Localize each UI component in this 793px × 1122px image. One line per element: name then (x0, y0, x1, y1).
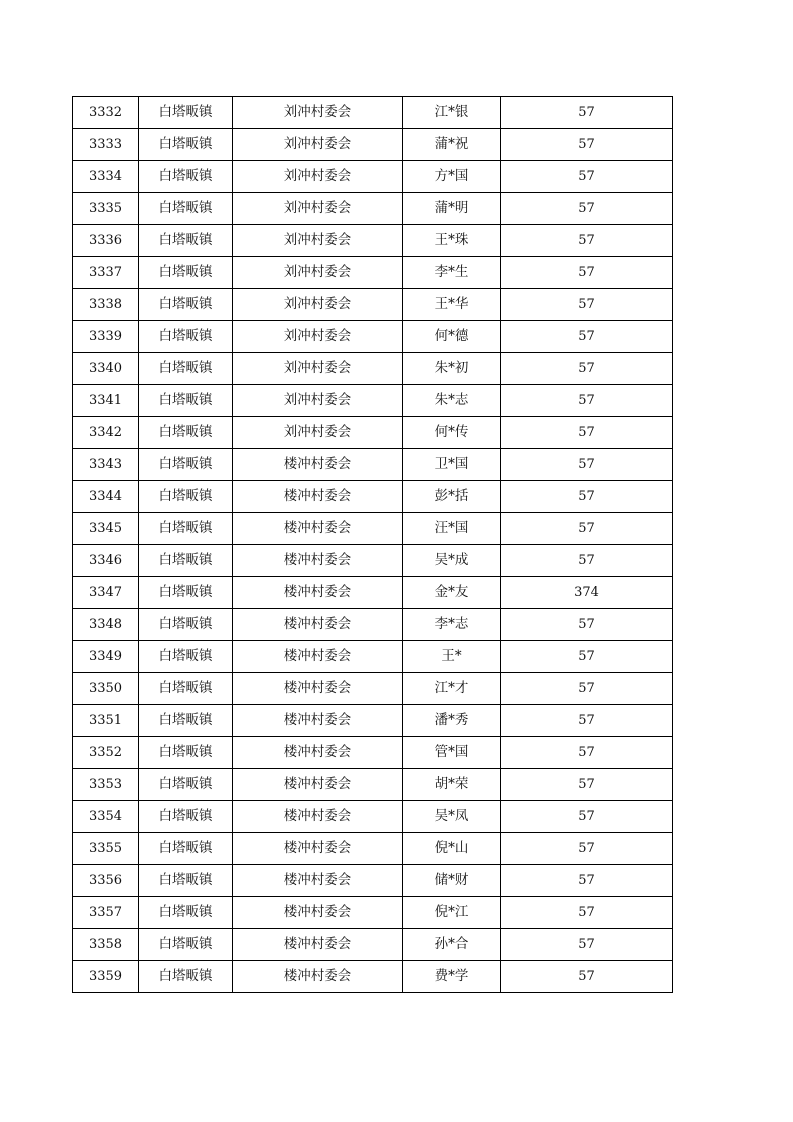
village-cell: 刘冲村委会 (233, 257, 403, 289)
table-row (73, 481, 673, 513)
person-name-cell: 金*友 (403, 577, 501, 609)
village-cell: 楼冲村委会 (233, 865, 403, 897)
village-cell: 楼冲村委会 (233, 929, 403, 961)
village-cell: 刘冲村委会 (233, 97, 403, 129)
village-cell: 楼冲村委会 (233, 769, 403, 801)
person-name-cell: 何*德 (403, 321, 501, 353)
village-cell: 刘冲村委会 (233, 321, 403, 353)
person-name-cell: 潘*秀 (403, 705, 501, 737)
person-name-cell: 李*志 (403, 609, 501, 641)
amount-cell: 57 (501, 801, 673, 833)
village-cell: 楼冲村委会 (233, 513, 403, 545)
roster-table (72, 96, 673, 993)
town-cell: 白塔畈镇 (139, 833, 233, 865)
row-number-cell: 3358 (73, 929, 139, 961)
village-cell: 楼冲村委会 (233, 961, 403, 993)
person-name-cell: 李*生 (403, 257, 501, 289)
row-number-cell: 3337 (73, 257, 139, 289)
town-cell: 白塔畈镇 (139, 481, 233, 513)
amount-cell: 57 (501, 257, 673, 289)
village-cell: 楼冲村委会 (233, 449, 403, 481)
village-cell: 刘冲村委会 (233, 289, 403, 321)
row-number-cell: 3350 (73, 673, 139, 705)
village-cell: 楼冲村委会 (233, 609, 403, 641)
table-row (73, 289, 673, 321)
town-cell: 白塔畈镇 (139, 929, 233, 961)
amount-cell: 57 (501, 225, 673, 257)
row-number-cell: 3343 (73, 449, 139, 481)
table-row (73, 97, 673, 129)
amount-cell: 57 (501, 513, 673, 545)
amount-cell: 57 (501, 641, 673, 673)
amount-cell: 57 (501, 609, 673, 641)
person-name-cell: 卫*国 (403, 449, 501, 481)
row-number-cell: 3342 (73, 417, 139, 449)
person-name-cell: 费*学 (403, 961, 501, 993)
row-number-cell: 3353 (73, 769, 139, 801)
town-cell: 白塔畈镇 (139, 609, 233, 641)
row-number-cell: 3355 (73, 833, 139, 865)
person-name-cell: 孙*合 (403, 929, 501, 961)
town-cell: 白塔畈镇 (139, 417, 233, 449)
village-cell: 楼冲村委会 (233, 897, 403, 929)
amount-cell: 57 (501, 97, 673, 129)
town-cell: 白塔畈镇 (139, 705, 233, 737)
amount-cell: 57 (501, 481, 673, 513)
row-number-cell: 3339 (73, 321, 139, 353)
row-number-cell: 3347 (73, 577, 139, 609)
amount-cell: 57 (501, 289, 673, 321)
amount-cell: 57 (501, 193, 673, 225)
town-cell: 白塔畈镇 (139, 385, 233, 417)
town-cell: 白塔畈镇 (139, 225, 233, 257)
table-row (73, 257, 673, 289)
town-cell: 白塔畈镇 (139, 641, 233, 673)
village-cell: 刘冲村委会 (233, 225, 403, 257)
town-cell: 白塔畈镇 (139, 961, 233, 993)
table-row (73, 577, 673, 609)
town-cell: 白塔畈镇 (139, 737, 233, 769)
row-number-cell: 3359 (73, 961, 139, 993)
amount-cell: 57 (501, 705, 673, 737)
person-name-cell: 倪*江 (403, 897, 501, 929)
village-cell: 刘冲村委会 (233, 193, 403, 225)
table-row (73, 641, 673, 673)
village-cell: 楼冲村委会 (233, 577, 403, 609)
person-name-cell: 彭*括 (403, 481, 501, 513)
roster-table-body (73, 97, 673, 993)
row-number-cell: 3340 (73, 353, 139, 385)
village-cell: 楼冲村委会 (233, 705, 403, 737)
amount-cell: 57 (501, 673, 673, 705)
table-row (73, 769, 673, 801)
village-cell: 楼冲村委会 (233, 833, 403, 865)
row-number-cell: 3332 (73, 97, 139, 129)
row-number-cell: 3348 (73, 609, 139, 641)
person-name-cell: 汪*国 (403, 513, 501, 545)
amount-cell: 57 (501, 129, 673, 161)
person-name-cell: 朱*初 (403, 353, 501, 385)
row-number-cell: 3357 (73, 897, 139, 929)
person-name-cell: 王*华 (403, 289, 501, 321)
amount-cell: 57 (501, 737, 673, 769)
amount-cell: 57 (501, 385, 673, 417)
village-cell: 刘冲村委会 (233, 129, 403, 161)
amount-cell: 57 (501, 769, 673, 801)
table-row (73, 705, 673, 737)
table-row (73, 801, 673, 833)
village-cell: 刘冲村委会 (233, 353, 403, 385)
amount-cell: 57 (501, 897, 673, 929)
table-row (73, 353, 673, 385)
table-row (73, 673, 673, 705)
person-name-cell: 王* (403, 641, 501, 673)
table-row (73, 929, 673, 961)
amount-cell: 374 (501, 577, 673, 609)
town-cell: 白塔畈镇 (139, 449, 233, 481)
village-cell: 楼冲村委会 (233, 481, 403, 513)
amount-cell: 57 (501, 833, 673, 865)
person-name-cell: 江*银 (403, 97, 501, 129)
table-row (73, 225, 673, 257)
town-cell: 白塔畈镇 (139, 193, 233, 225)
person-name-cell: 吴*成 (403, 545, 501, 577)
table-row (73, 161, 673, 193)
table-row (73, 737, 673, 769)
amount-cell: 57 (501, 961, 673, 993)
town-cell: 白塔畈镇 (139, 801, 233, 833)
amount-cell: 57 (501, 417, 673, 449)
person-name-cell: 管*国 (403, 737, 501, 769)
town-cell: 白塔畈镇 (139, 161, 233, 193)
person-name-cell: 方*国 (403, 161, 501, 193)
table-row (73, 129, 673, 161)
town-cell: 白塔畈镇 (139, 97, 233, 129)
village-cell: 楼冲村委会 (233, 801, 403, 833)
row-number-cell: 3351 (73, 705, 139, 737)
person-name-cell: 朱*志 (403, 385, 501, 417)
village-cell: 刘冲村委会 (233, 417, 403, 449)
table-row (73, 833, 673, 865)
amount-cell: 57 (501, 545, 673, 577)
village-cell: 楼冲村委会 (233, 737, 403, 769)
row-number-cell: 3352 (73, 737, 139, 769)
person-name-cell: 储*财 (403, 865, 501, 897)
table-row (73, 385, 673, 417)
row-number-cell: 3333 (73, 129, 139, 161)
person-name-cell: 江*才 (403, 673, 501, 705)
amount-cell: 57 (501, 161, 673, 193)
village-cell: 刘冲村委会 (233, 161, 403, 193)
row-number-cell: 3346 (73, 545, 139, 577)
table-row (73, 545, 673, 577)
table-row (73, 193, 673, 225)
row-number-cell: 3354 (73, 801, 139, 833)
village-cell: 楼冲村委会 (233, 641, 403, 673)
village-cell: 楼冲村委会 (233, 673, 403, 705)
town-cell: 白塔畈镇 (139, 897, 233, 929)
person-name-cell: 蒲*明 (403, 193, 501, 225)
town-cell: 白塔畈镇 (139, 865, 233, 897)
person-name-cell: 蒲*祝 (403, 129, 501, 161)
table-row (73, 961, 673, 993)
town-cell: 白塔畈镇 (139, 289, 233, 321)
town-cell: 白塔畈镇 (139, 321, 233, 353)
row-number-cell: 3345 (73, 513, 139, 545)
row-number-cell: 3334 (73, 161, 139, 193)
person-name-cell: 胡*荣 (403, 769, 501, 801)
row-number-cell: 3338 (73, 289, 139, 321)
amount-cell: 57 (501, 321, 673, 353)
person-name-cell: 吴*凤 (403, 801, 501, 833)
town-cell: 白塔畈镇 (139, 577, 233, 609)
row-number-cell: 3335 (73, 193, 139, 225)
village-cell: 楼冲村委会 (233, 545, 403, 577)
table-row (73, 865, 673, 897)
amount-cell: 57 (501, 449, 673, 481)
town-cell: 白塔畈镇 (139, 673, 233, 705)
town-cell: 白塔畈镇 (139, 353, 233, 385)
row-number-cell: 3356 (73, 865, 139, 897)
town-cell: 白塔畈镇 (139, 545, 233, 577)
amount-cell: 57 (501, 929, 673, 961)
person-name-cell: 何*传 (403, 417, 501, 449)
amount-cell: 57 (501, 353, 673, 385)
row-number-cell: 3341 (73, 385, 139, 417)
person-name-cell: 王*珠 (403, 225, 501, 257)
table-row (73, 321, 673, 353)
village-cell: 刘冲村委会 (233, 385, 403, 417)
town-cell: 白塔畈镇 (139, 257, 233, 289)
row-number-cell: 3349 (73, 641, 139, 673)
town-cell: 白塔畈镇 (139, 769, 233, 801)
town-cell: 白塔畈镇 (139, 129, 233, 161)
table-row (73, 417, 673, 449)
town-cell: 白塔畈镇 (139, 513, 233, 545)
table-row (73, 513, 673, 545)
table-row (73, 449, 673, 481)
row-number-cell: 3336 (73, 225, 139, 257)
amount-cell: 57 (501, 865, 673, 897)
person-name-cell: 倪*山 (403, 833, 501, 865)
table-row (73, 897, 673, 929)
table-row (73, 609, 673, 641)
row-number-cell: 3344 (73, 481, 139, 513)
